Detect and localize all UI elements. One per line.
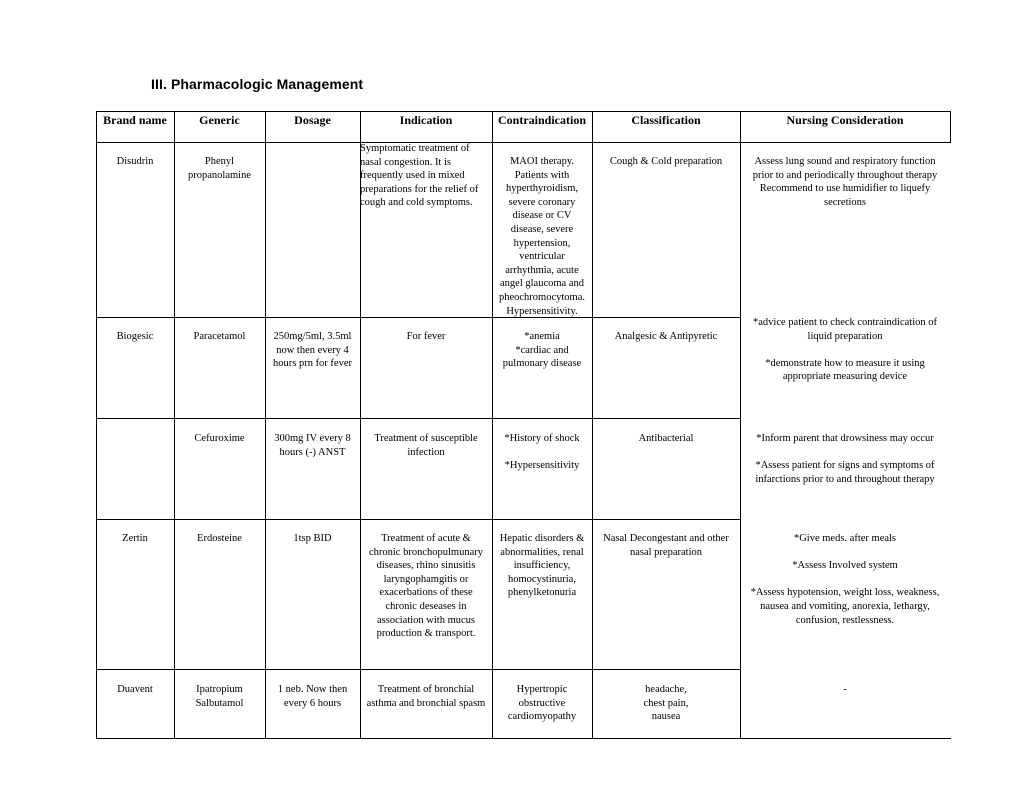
header-dosage: Dosage xyxy=(294,113,331,127)
cell-brand: Biogesic xyxy=(116,331,154,342)
cell-indication: Treatment of acute & chronic bronchopulmunary diseases, rhino sinusitis laryngophamgitis or exacerbations of these chronic deseases in association with mucus production & transport. xyxy=(368,533,483,640)
cell-nursing: Assess lung sound and respiratory function prior to and periodically throughout therapy Recommend to use humidifier to liquefy secretions xyxy=(752,156,938,208)
cell-indication: Treatment of bronchial asthma and bronchial spasm xyxy=(366,684,486,709)
cell-brand: Zertin xyxy=(122,533,148,544)
table-top-border xyxy=(96,111,951,112)
cell-brand: Disudrin xyxy=(116,156,154,167)
cell-dosage: 1 neb. Now then every 6 hours xyxy=(277,684,348,709)
header-bottom-border xyxy=(96,142,951,143)
header-classification: Classification xyxy=(631,113,701,127)
cell-contraindication: *History of shock *Hypersensitivity xyxy=(504,433,580,472)
cell-dosage: 1tsp BID xyxy=(293,533,332,544)
row-divider-3 xyxy=(96,519,741,520)
col-border-left xyxy=(96,111,97,739)
cell-classification: headache, chest pain, nausea xyxy=(643,684,689,723)
cell-generic: Erdosteine xyxy=(197,533,242,544)
col-border-2 xyxy=(265,111,266,739)
row-divider-4 xyxy=(96,669,741,670)
col-border-5 xyxy=(592,111,593,739)
cell-indication: Symptomatic treatment of nasal congestion. It is frequently used in mixed preparations for the relief of cough and cold symptoms. xyxy=(360,143,479,209)
header-brand-name: Brand name xyxy=(103,113,167,127)
cell-dosage: 250mg/5ml, 3.5ml now then every 4 hours prn for fever xyxy=(272,331,352,370)
header-generic: Generic xyxy=(199,113,240,127)
cell-generic: Ipatropium Salbutamol xyxy=(195,684,244,709)
row-divider-2 xyxy=(96,418,741,419)
cell-contraindication: MAOI therapy. Patients with hyperthyroidism, severe coronary disease or CV disease, severe hypertension, ventricular arrhythmia, acute angel glaucoma and pheochromocytoma. Hypersensitivity. xyxy=(498,156,585,317)
cell-nursing: *Inform parent that drowsiness may occur *Assess patient for signs and symptoms of infarctions prior to and throughout therapy xyxy=(755,433,935,485)
header-indication: Indication xyxy=(399,113,453,127)
cell-classification: Nasal Decongestant and other nasal preparation xyxy=(603,533,729,558)
cell-classification: Analgesic & Antipyretic xyxy=(614,331,718,342)
cell-nursing: *Give meds. after meals *Assess Involved system *Assess hypotension, weight loss, weakness, nausea and vomiting, anorexia, lethargy, confusion, restlessness. xyxy=(750,533,940,626)
cell-dosage: 300mg IV every 8 hours (-) ANST xyxy=(274,433,351,458)
col-border-right xyxy=(950,111,951,143)
cell-indication: For fever xyxy=(406,331,446,342)
cell-generic: Cefuroxime xyxy=(194,433,245,444)
cell-nursing: - xyxy=(843,684,847,695)
header-nursing-consideration: Nursing Consideration xyxy=(786,113,904,127)
cell-indication: Treatment of susceptible infection xyxy=(374,433,478,458)
cell-contraindication: Hepatic disorders & abnormalities, renal insufficiency, homocystinuria, phenylketonuria xyxy=(499,533,585,599)
header-contraindication: Contraindication xyxy=(497,113,586,127)
cell-nursing: *advice patient to check contraindication of liquid preparation *demonstrate how to measure it using appropriate measuring device xyxy=(753,317,937,383)
cell-generic: Phenyl propanolamine xyxy=(188,156,251,181)
cell-contraindication: *anemia *cardiac and pulmonary disease xyxy=(502,331,582,370)
cell-brand: Duavent xyxy=(117,684,153,695)
table-bottom-border xyxy=(96,738,951,739)
cell-classification: Antibacterial xyxy=(638,433,694,444)
cell-contraindication: Hypertropic obstructive cardiomyopathy xyxy=(507,684,577,723)
page-title: III. Pharmacologic Management xyxy=(151,76,364,92)
cell-generic: Paracetamol xyxy=(193,331,246,342)
pharmacology-table xyxy=(96,111,952,740)
col-border-1 xyxy=(174,111,175,739)
cell-classification: Cough & Cold preparation xyxy=(609,156,723,167)
row-divider-1 xyxy=(96,317,741,318)
